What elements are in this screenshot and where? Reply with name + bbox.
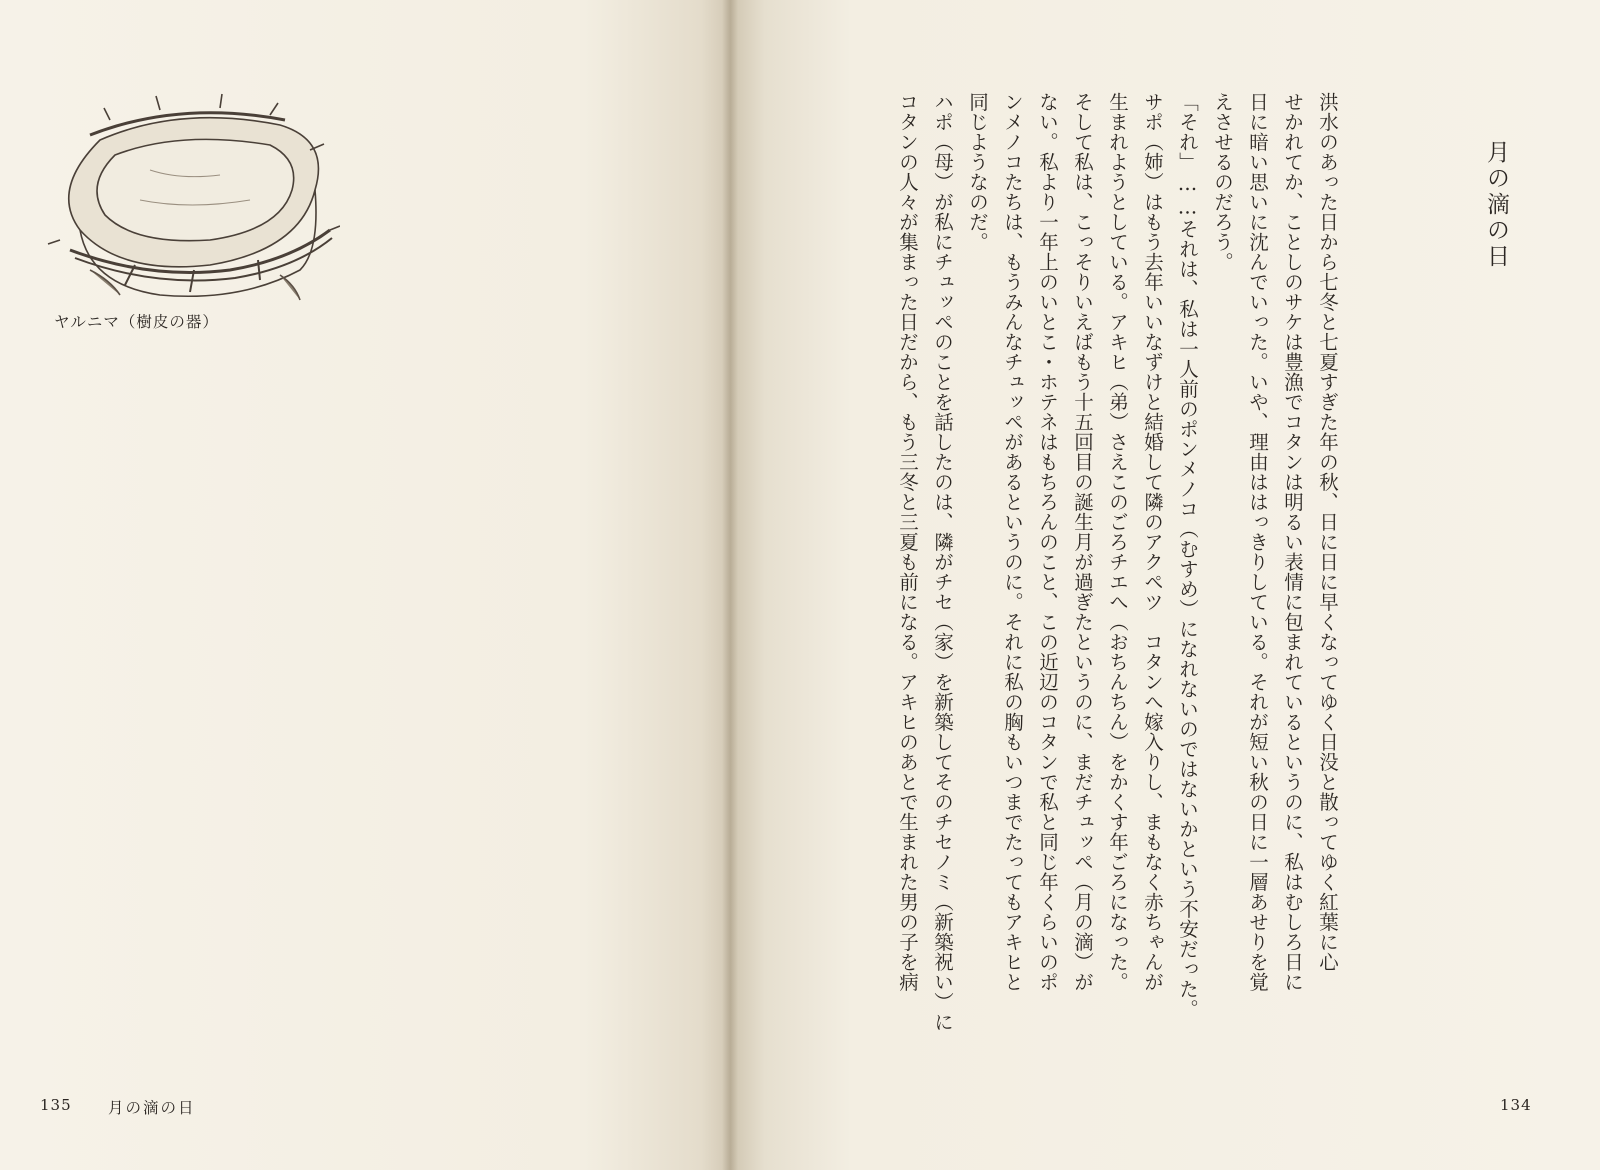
right-page-body-text: 洪水のあった日から七冬と七夏すぎた年の秋、日に日に早くなってゆく日没と散ってゆく紅葉に心 せかれてか、ことしのサケは豊漁でコタンは明るい表情に包まれているというのに、私はむしろ日に 日に暗い思いに沈んでいった。いや、理由ははっきりしている。それが短い秋の日に一層あせりを覚 えさせるのだろう。 「それ」……それは、私は一人前のポンメノコ（むすめ）になれないのではないかという不安だった。 サポ（姉）はもう去年いいなずけと結婚して隣のアクペツ コタンへ嫁入りし、まもなく赤ちゃんが 生まれようとしている。アキヒ（弟）さえこのごろチエへ（おちんちん）をかくす年ごろになった。 そして私は、こっそりいえばもう十五回目の誕生月が過ぎたというのに、まだチュッペ（月の滴）が ない。私より一年上のいとこ・ホテネはもちろんのこと、この近辺のコタンで私と同じ年くらいのポ ンメノコたちは、もうみんなチュッペがあるというのに。それに私の胸もいつまでたってもアキヒと 同じようなのだ。 ハポ（母）が私にチュッペのことを話したのは、隣がチセ（家）を新築してそのチセノミ（新築祝い）に コタンの人々が集まった日だから、もう三冬と三夏も前になる。アキヒのあとで生まれた男の子を病 [896, 92, 1339, 1032]
right-page-number: 134 [1500, 1096, 1532, 1114]
chapter-title: 月の滴の日 [1483, 140, 1509, 270]
book-gutter [722, 0, 738, 1170]
illustration-caption: ヤルニマ（樹皮の器） [54, 313, 219, 331]
running-head: 月の滴の日 [108, 1099, 196, 1117]
bark-bowl-illustration [30, 80, 340, 305]
left-page [0, 0, 730, 1170]
left-page-number: 135 [40, 1096, 72, 1114]
